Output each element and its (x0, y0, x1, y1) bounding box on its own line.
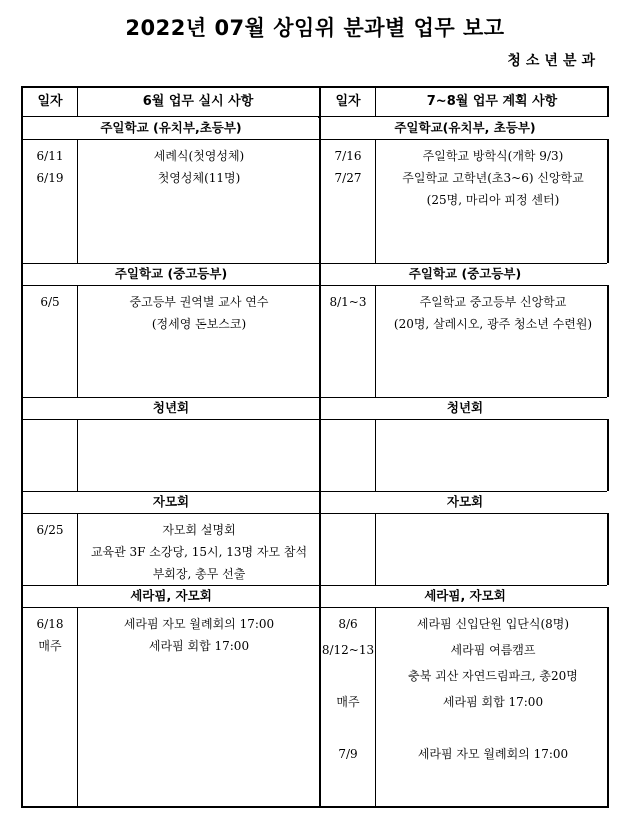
row-item: 주일학교 중고등부 신앙학교 (419, 295, 567, 309)
row-date (321, 717, 375, 739)
section-title-right: 세라핌, 자모회 (424, 588, 506, 603)
section-title-left: 주일학교 (중고등부) (114, 266, 228, 281)
row-date (23, 541, 77, 563)
row-date: 6/19 (36, 171, 64, 185)
section-title-divider (23, 607, 607, 608)
row-date: 6/18 (36, 617, 64, 631)
row-item: 충북 괴산 자연드림파크, 총20명 (408, 669, 578, 683)
header-date-left: 일자 (37, 94, 63, 109)
row-item: (25명, 마리아 피정 센터) (426, 193, 560, 207)
section-title-left: 자모회 (152, 494, 190, 509)
row-date: 8/1~3 (329, 295, 367, 309)
row-date: 매주 (38, 639, 62, 653)
row-date (321, 313, 375, 335)
row-date: 8/6 (338, 617, 358, 631)
section-title-left: 주일학교 (유치부,초등부) (100, 120, 242, 135)
section-divider (23, 397, 607, 398)
row-item: 주일학교 방학식(개학 9/3) (422, 149, 564, 163)
row-item: 중고등부 권역별 교사 연수 (129, 295, 269, 309)
section-title-right: 주일학교 (중고등부) (408, 266, 522, 281)
section-title-left: 청년회 (152, 400, 190, 415)
row-item: 세라핌 회합 17:00 (442, 695, 544, 709)
row-date: 7/16 (334, 149, 362, 163)
row-item: 세례식(첫영성체) (153, 149, 245, 163)
section-divider (23, 491, 607, 492)
header-plan: 7~8월 업무 계획 사항 (426, 94, 558, 109)
row-date: 6/11 (36, 149, 64, 163)
section-title-right: 청년회 (446, 400, 484, 415)
row-item: 세라핌 자모 월례회의 17:00 (123, 617, 275, 631)
section-divider (23, 585, 607, 586)
row-date (23, 563, 77, 585)
row-item: 세라핌 신입단원 입단식(8명) (416, 617, 570, 631)
row-date: 6/25 (36, 523, 64, 537)
row-date (321, 665, 375, 687)
report-table (21, 86, 609, 808)
row-item: (정세영 돈보스코) (151, 317, 247, 331)
section-title-divider (23, 139, 607, 140)
row-date: 6/5 (40, 295, 60, 309)
col-divider (77, 88, 78, 806)
col-divider (375, 88, 376, 806)
row-date: 매주 (336, 695, 360, 709)
row-item: 세라핌 자모 월례회의 17:00 (417, 747, 569, 761)
section-title-divider (23, 285, 607, 286)
row-item: 부회장, 총무 선출 (152, 567, 246, 581)
report-title: 2022년 07월 상임위 분과별 업무 보고 (125, 16, 505, 40)
section-title-divider (23, 419, 607, 420)
row-item: 교육관 3F 소강당, 15시, 13명 자모 참석 (90, 545, 308, 559)
row-date (321, 189, 375, 211)
row-date (23, 313, 77, 335)
section-title-right: 자모회 (446, 494, 484, 509)
section-title-divider (23, 513, 607, 514)
row-item: (20명, 살레시오, 광주 청소년 수련원) (393, 317, 593, 331)
row-item: 주일학교 고학년(초3~6) 신앙학교 (402, 171, 584, 185)
row-date: 7/27 (334, 171, 362, 185)
row-item: 첫영성체(11명) (157, 171, 241, 185)
section-title-right: 주일학교(유치부, 초등부) (394, 120, 536, 135)
row-item: 세라핌 회합 17:00 (148, 639, 250, 653)
row-date: 8/12~13 (321, 643, 375, 657)
row-date: 7/9 (338, 747, 358, 761)
header-done: 6월 업무 실시 사항 (142, 94, 254, 109)
row-item (377, 717, 609, 739)
header-date-right: 일자 (335, 94, 361, 109)
row-item: 자모회 설명회 (162, 523, 236, 537)
section-divider (23, 263, 607, 264)
row-item: 세라핌 여름캠프 (450, 643, 536, 657)
department-name: 청소년분과 (507, 53, 600, 69)
section-title-left: 세라핌, 자모회 (130, 588, 212, 603)
